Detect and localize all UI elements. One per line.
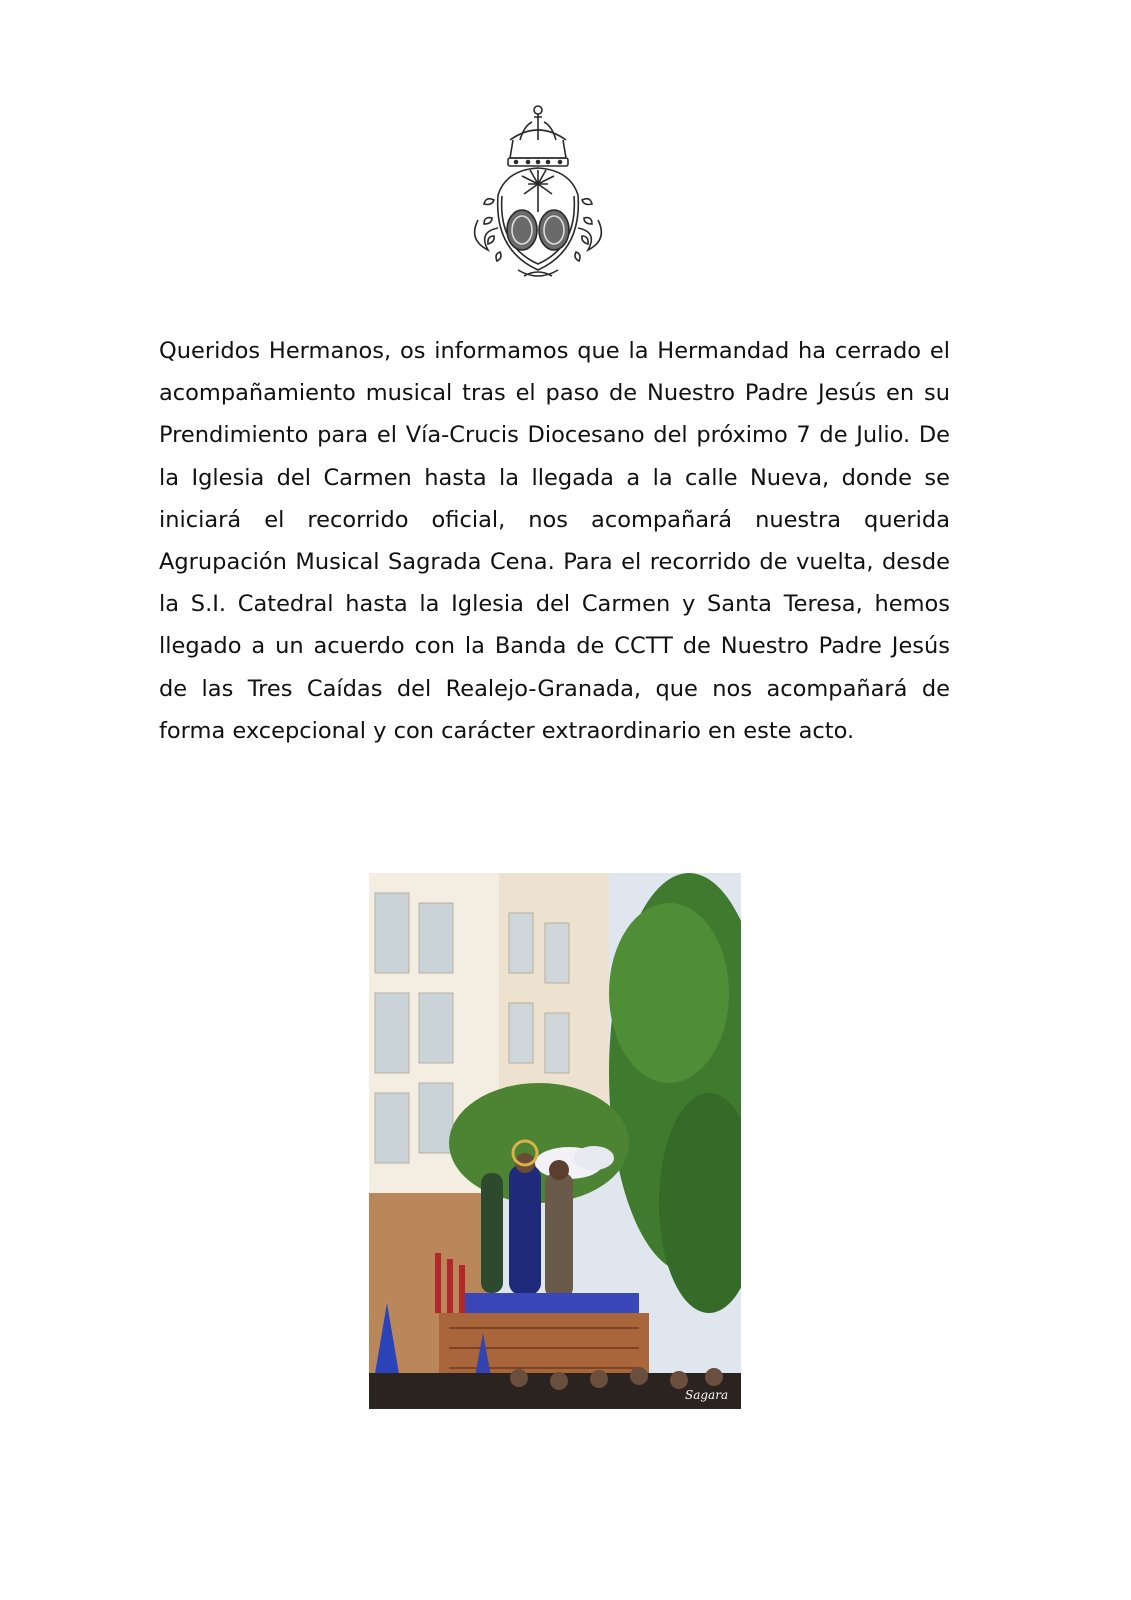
procession-photo-icon bbox=[369, 873, 741, 1409]
announcement-paragraph: Queridos Hermanos, os informamos que la Hermandad ha cerrado el acompañamiento musical tras el paso de Nuestro Padre Jesús en su Prendimiento para el Vía-Crucis Diocesano del próximo 7 de Julio. De la Iglesia del Carmen hasta la llegada a la calle Nueva, donde se iniciará el recorrido oficial, nos acompañará nuestra querida Agrupación Musical Sagrada Cena. Para el recorrido de vuelta, desde la S.I. Catedral hasta la Iglesia del Carmen y Santa Teresa, hemos llegado a un acuerdo con la Banda de CCTT de Nuestro Padre Jesús de las Tres Caídas del Realejo-Granada, que nos acompañará de forma excepcional y con carácter extraordinario en este acto. bbox=[159, 338, 950, 744]
photo-paso-flowers bbox=[459, 1293, 639, 1315]
procession-photo bbox=[369, 873, 741, 1409]
brotherhood-coat-of-arms-icon bbox=[458, 100, 618, 284]
brotherhood-emblem bbox=[458, 100, 618, 284]
photo-figure-jesus bbox=[509, 1165, 541, 1295]
photo-figure-right bbox=[545, 1173, 573, 1298]
photo-figure-left bbox=[481, 1173, 503, 1293]
photo-signature: Sagara bbox=[685, 1388, 729, 1402]
